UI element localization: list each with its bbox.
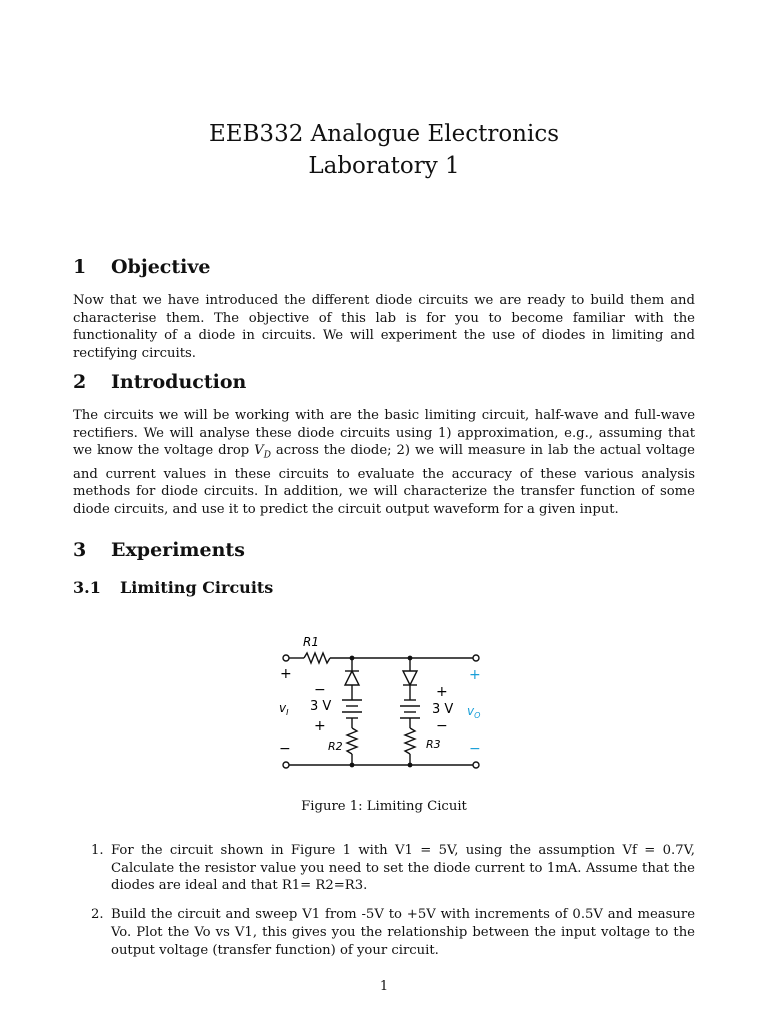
output-plus-sign: + bbox=[469, 667, 481, 683]
vi-subscript: I bbox=[286, 708, 289, 717]
output-minus-sign: − bbox=[469, 741, 481, 757]
left-battery-minus: − bbox=[314, 682, 326, 698]
title-line-1: EEB332 Analogue Electronics bbox=[208, 121, 560, 147]
left-battery-plus: + bbox=[314, 718, 326, 734]
resistor-r3 bbox=[405, 728, 415, 754]
objective-paragraph: Now that we have introduced the different diode circuits we are ready to build them and characterise them. The objective of this lab is for you to become familiar with the functionality of a diode in circuits. We will experiment the use of diodes in limiting and rectifying circuits. bbox=[73, 293, 695, 362]
list-item-text: Build the circuit and sweep V1 from -5V to +5V with increments of 0.5V and measure Vo. Plot the Vo vs V1, this gives you the relationship between the input voltage to the output voltage (transfer function) of your circuit. bbox=[111, 907, 695, 958]
title-line-2: Laboratory 1 bbox=[308, 153, 460, 179]
label-vo bbox=[467, 704, 480, 720]
diode-left bbox=[345, 671, 359, 685]
section-number: 2 bbox=[73, 371, 87, 393]
introduction-paragraph bbox=[73, 407, 695, 519]
resistor-r1 bbox=[304, 653, 330, 663]
output-terminal-top bbox=[473, 655, 479, 661]
vd-symbol: V bbox=[254, 443, 264, 459]
list-item-text: For the circuit shown in Figure 1 with V1 = 5V, using the assumption Vf = 0.7V, Calculate the resistor value you need to set the diode current to 1mA. Assume that the diodes are ideal and that R1= R2=R3. bbox=[111, 843, 695, 894]
list-item bbox=[73, 842, 695, 895]
section-title: Objective bbox=[111, 256, 211, 278]
section-heading-introduction bbox=[73, 371, 246, 393]
limiting-circuit-diagram bbox=[270, 628, 500, 778]
label-r2: R2 bbox=[328, 740, 343, 753]
section-heading-objective bbox=[73, 256, 211, 278]
list-item bbox=[73, 906, 695, 959]
subsection-number: 3.1 bbox=[73, 578, 101, 597]
input-terminal-bottom bbox=[283, 762, 289, 768]
document-title bbox=[0, 118, 768, 182]
vi-symbol: v bbox=[279, 701, 287, 715]
output-terminal-bottom bbox=[473, 762, 479, 768]
label-vi bbox=[279, 701, 289, 717]
input-plus-sign: + bbox=[280, 666, 292, 682]
page-number: 1 bbox=[379, 979, 389, 994]
section-heading-experiments bbox=[73, 539, 245, 561]
list-item-number: 1. bbox=[91, 843, 104, 858]
right-battery-minus: − bbox=[436, 718, 448, 734]
right-battery-plus: + bbox=[436, 684, 448, 700]
section-number: 1 bbox=[73, 256, 87, 278]
left-battery-label: 3 V bbox=[310, 699, 332, 714]
vo-symbol: v bbox=[467, 704, 475, 718]
subsection-heading-limiting bbox=[73, 578, 273, 597]
input-minus-sign: − bbox=[279, 741, 291, 757]
label-r1: R1 bbox=[303, 635, 319, 649]
right-battery-label: 3 V bbox=[432, 702, 454, 717]
label-r3: R3 bbox=[426, 738, 441, 751]
diode-right bbox=[403, 671, 417, 685]
resistor-r2 bbox=[347, 728, 357, 754]
section-title: Introduction bbox=[111, 371, 247, 393]
vd-subscript: D bbox=[263, 451, 271, 462]
task-list bbox=[73, 842, 695, 970]
intro-text-before: The circuits we will be working with are the basic limiting circuit, half-wave and full-wave rectifiers. We will analyse these diode circuits using 1) approximation, e.g., assuming that we know the voltage drop bbox=[73, 408, 695, 459]
list-item-number: 2. bbox=[91, 907, 104, 923]
vo-subscript: O bbox=[474, 711, 481, 720]
figure-caption: Figure 1: Limiting Cicuit bbox=[301, 799, 467, 814]
subsection-title: Limiting Circuits bbox=[120, 578, 274, 597]
section-title: Experiments bbox=[111, 539, 245, 561]
input-terminal-top bbox=[283, 655, 289, 661]
intro-text-after: across the diode; 2) we will measure in lab the actual voltage and current values in these circuits to evaluate the accuracy of these various analysis methods for diode circuits. In addition, we will characterize the transfer function of some diode circuits, and use it to predict the circuit output waveform for a given input. bbox=[73, 443, 695, 518]
section-number: 3 bbox=[73, 539, 87, 561]
